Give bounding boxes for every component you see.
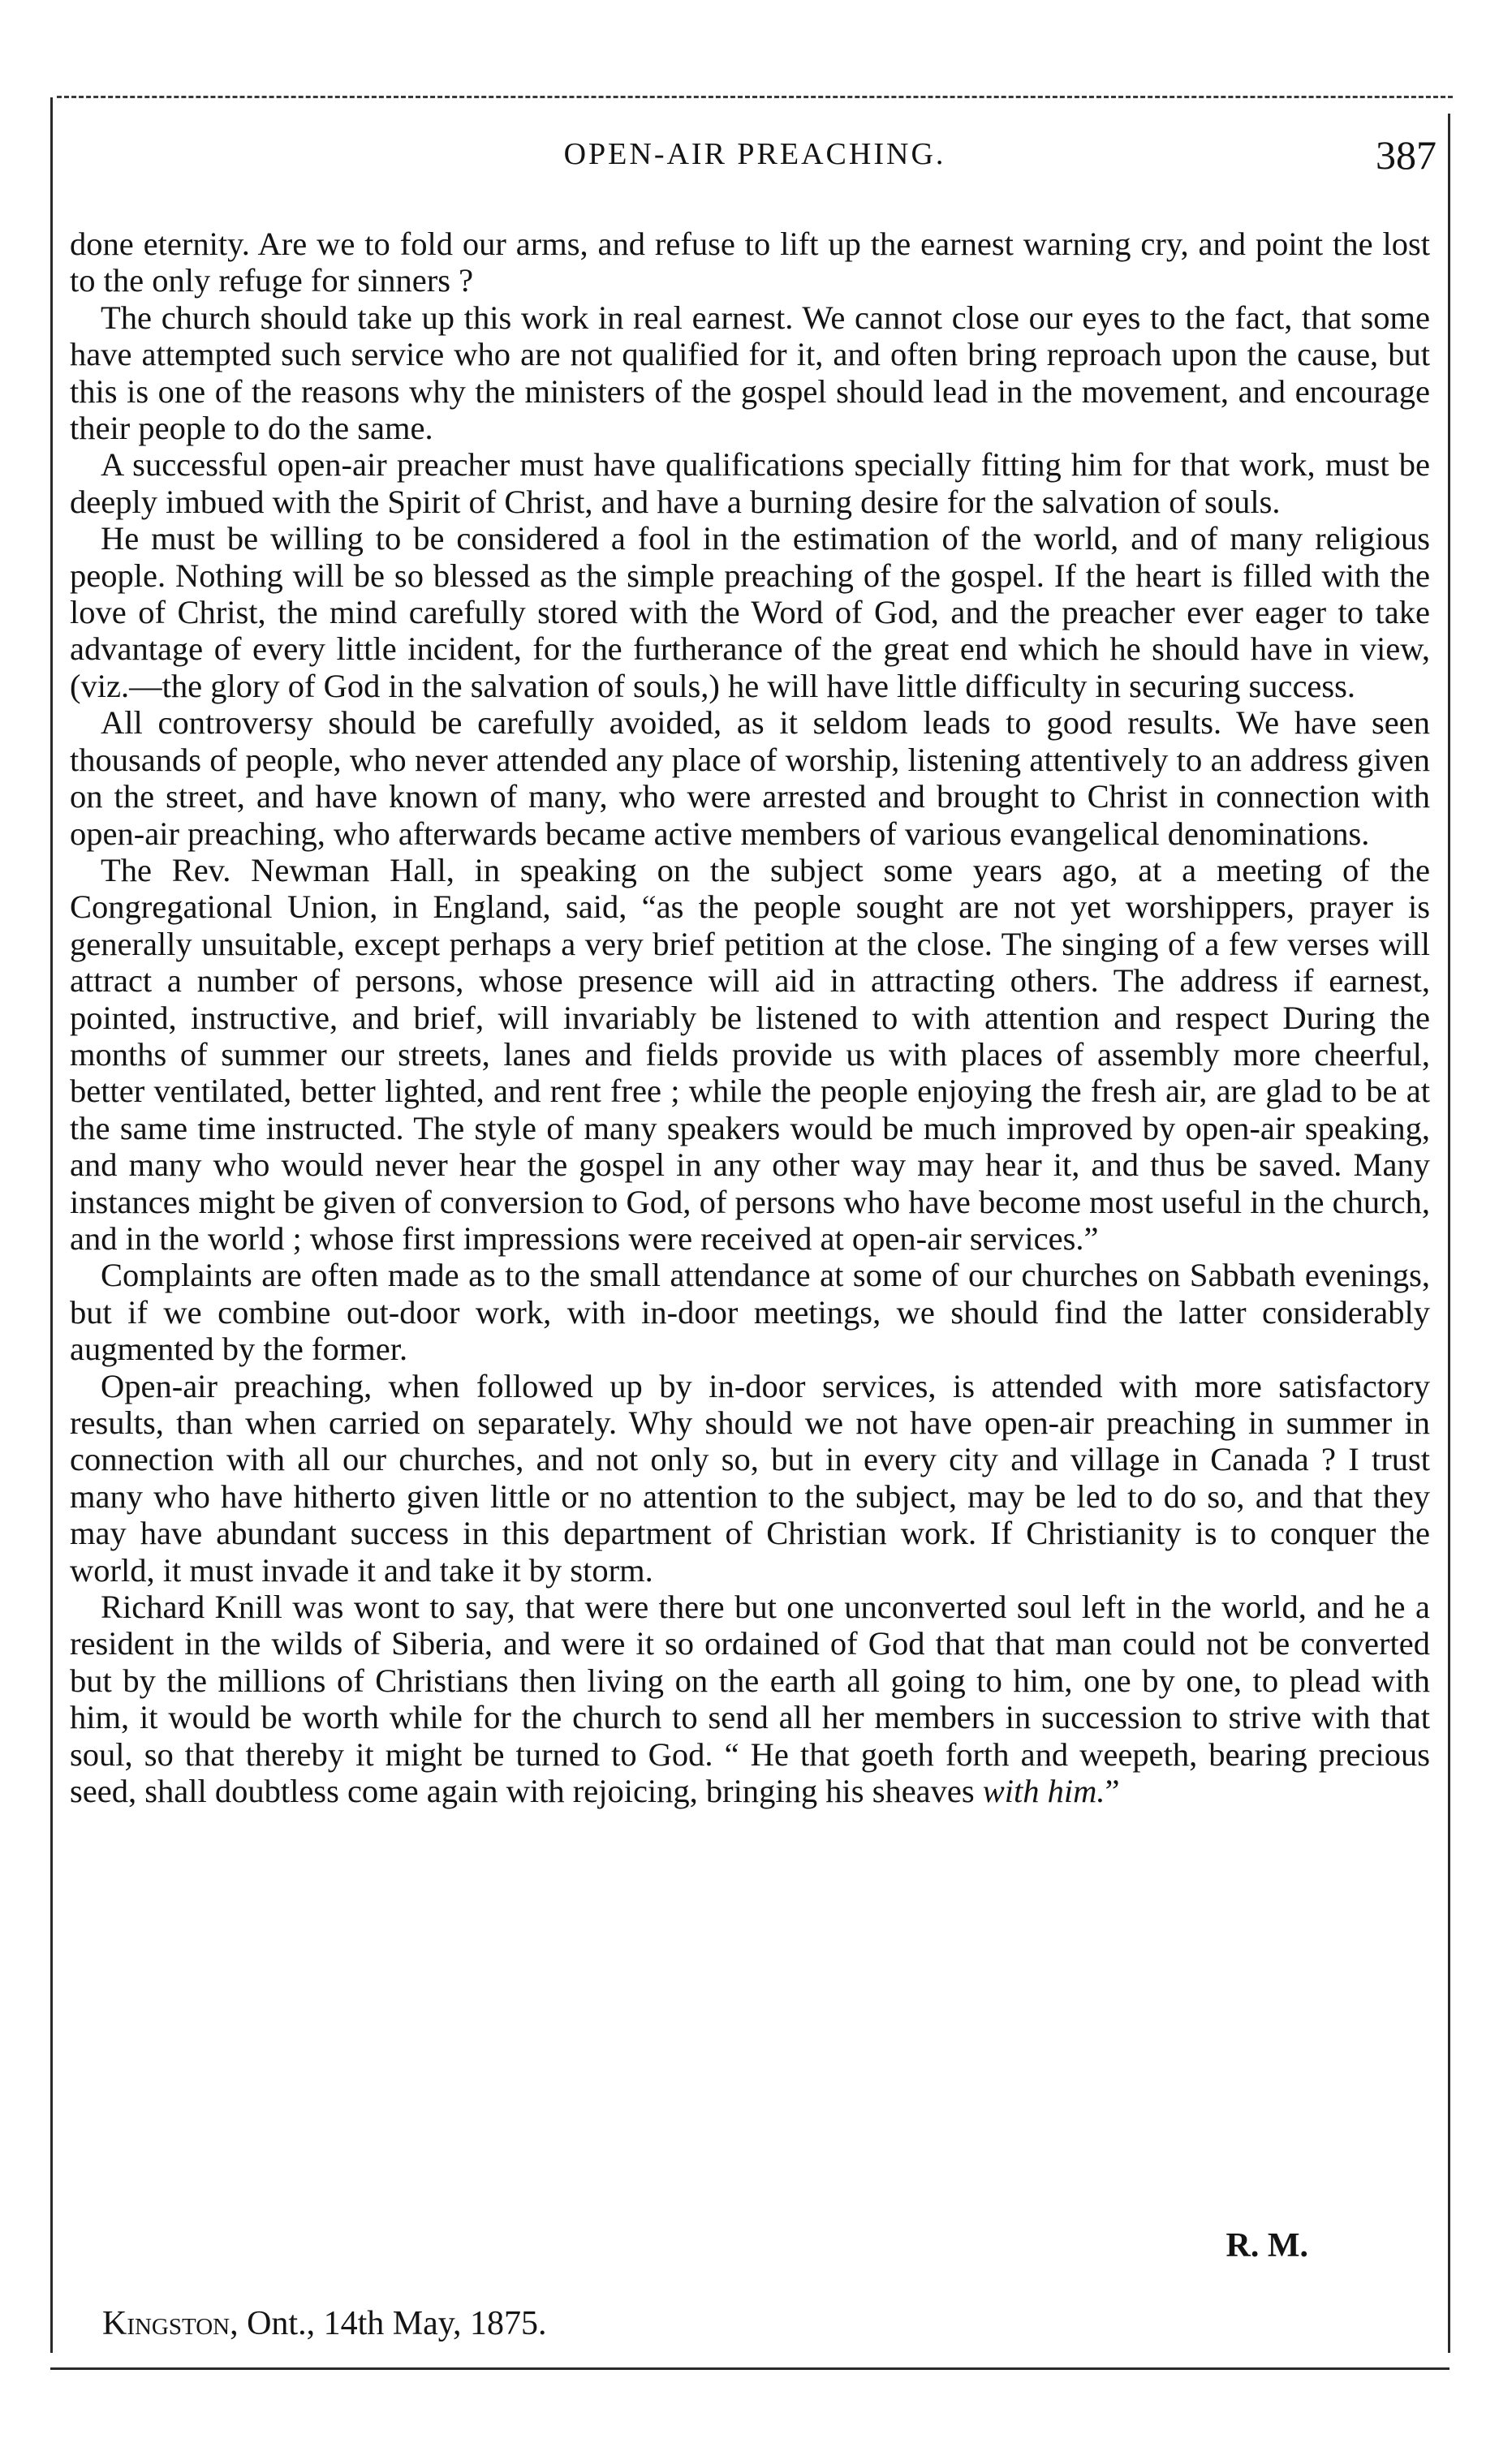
left-margin-rule [50,97,53,2353]
bottom-rule [50,2367,1449,2370]
dateline [102,2304,547,2343]
running-title: OPEN-AIR PREACHING. [563,137,946,171]
running-head [73,132,1437,185]
paragraph: The Rev. Newman Hall, in speaking on the subject some years ago, at a meeting of the Congregational Union, in England, said, “as the people sought are not yet worshippers, prayer is generally unsuitable, except perhaps a very brief petition at the close. The singing of a few verses will attract a number of persons, whose presence will aid in attracting others. The address if earnest, pointed, instructive, and brief, will invariably be listened to with attention and respect During the months of summer our streets, lanes and fields provide us with places of assembly more cheerful, better ventilated, better lighted, and rent free ; while the people enjoying the fresh air, are glad to be at the same time instructed. The style of many speakers would be much improved by open-air speaking, and many who would never hear the gospel in any other way may hear it, and thus be saved. Many instances might be given of conversion to God, of persons who have become most useful in the church, and in the world ; whose first impressions were received at open-air services.” [70,851,1430,1257]
paragraph: Complaints are often made as to the small attendance at some of our churches on Sabbath evenings, but if we combine out-door work, with in-door meetings, we should find the latter considerably augmented by the former. [70,1257,1430,1368]
page-number: 387 [1376,132,1437,178]
paragraph: Open-air preaching, when followed up by in-door services, is attended with more satisfactory results, than when carried on separately. Why should we not have open-air preaching in summer in connection with all our churches, and not only so, but in every city and village in Canada ? I trust many who have hitherto given little or no attention to the subject, may be led to do so, and that they may have abundant success in this department of Christian work. If Christianity is to conquer the world, it must invade it and take it by storm. [70,1367,1430,1589]
paragraph: The church should take up this work in real earnest. We cannot close our eyes to the fact, that some have attempted such service who are not qualified for it, and often bring reproach upon the cause, but this is one of the reasons why the ministers of the gospel should lead in the movement, and encourage their people to do the same. [70,299,1430,447]
closing-quote: ” [1105,1773,1120,1810]
paragraph: He must be willing to be considered a fool in the estimation of the world, and of many religious people. Nothing will be so blessed as the simple preaching of the gospel. If the heart is filled with the love of Christ, the mind carefully stored with the Word of God, and the preacher ever eager to take advantage of every little incident, for the furtherance of the great end which he should have in view, (viz.—the glory of God in the salvation of souls,) he will have little difficulty in securing success. [70,520,1430,704]
article-body [70,226,1430,1809]
paragraph: All controversy should be carefully avoided, as it seldom leads to good results. We have seen thousands of people, who never attended any place of worship, listening attentively to an address given on the street, and have known of many, who were arrested and brought to Christ in connection with open-air preaching, who afterwards became active members of various evangelical denominations. [70,704,1430,852]
top-rule [57,96,1453,98]
right-margin-rule [1448,114,1450,2353]
dateline-date: , Ont., 14th May, 1875. [230,2305,547,2342]
author-signature: R. M. [1225,2227,1308,2264]
dateline-place: Kingston [102,2305,230,2342]
paragraph: done eternity. Are we to fold our arms, and refuse to lift up the earnest warning cry, and point the lost to the only refuge for sinners ? [70,226,1430,299]
paragraph-text: Richard Knill was wont to say, that were there but one unconverted soul left in the world, and he a resident in the wilds of Siberia, and were it so ordained of God that that man could not be converted but by the millions of Christians then living on the earth all going to him, one by one, to plead with him, it would be worth while for the church to send all her members in succession to strive with that soul, so that thereby it might be turned to God. “ He that goeth forth and weepeth, bearing precious seed, shall doubtless come again with rejoicing, bringing his sheaves [70,1589,1430,1810]
paragraph: A successful open-air preacher must have qualifications specially fitting him for that work, must be deeply imbued with the Spirit of Christ, and have a burning desire for the salvation of souls. [70,446,1430,520]
signature-block [70,2226,1430,2340]
paragraph-final [70,1589,1430,1809]
italic-phrase: with him. [982,1773,1105,1810]
